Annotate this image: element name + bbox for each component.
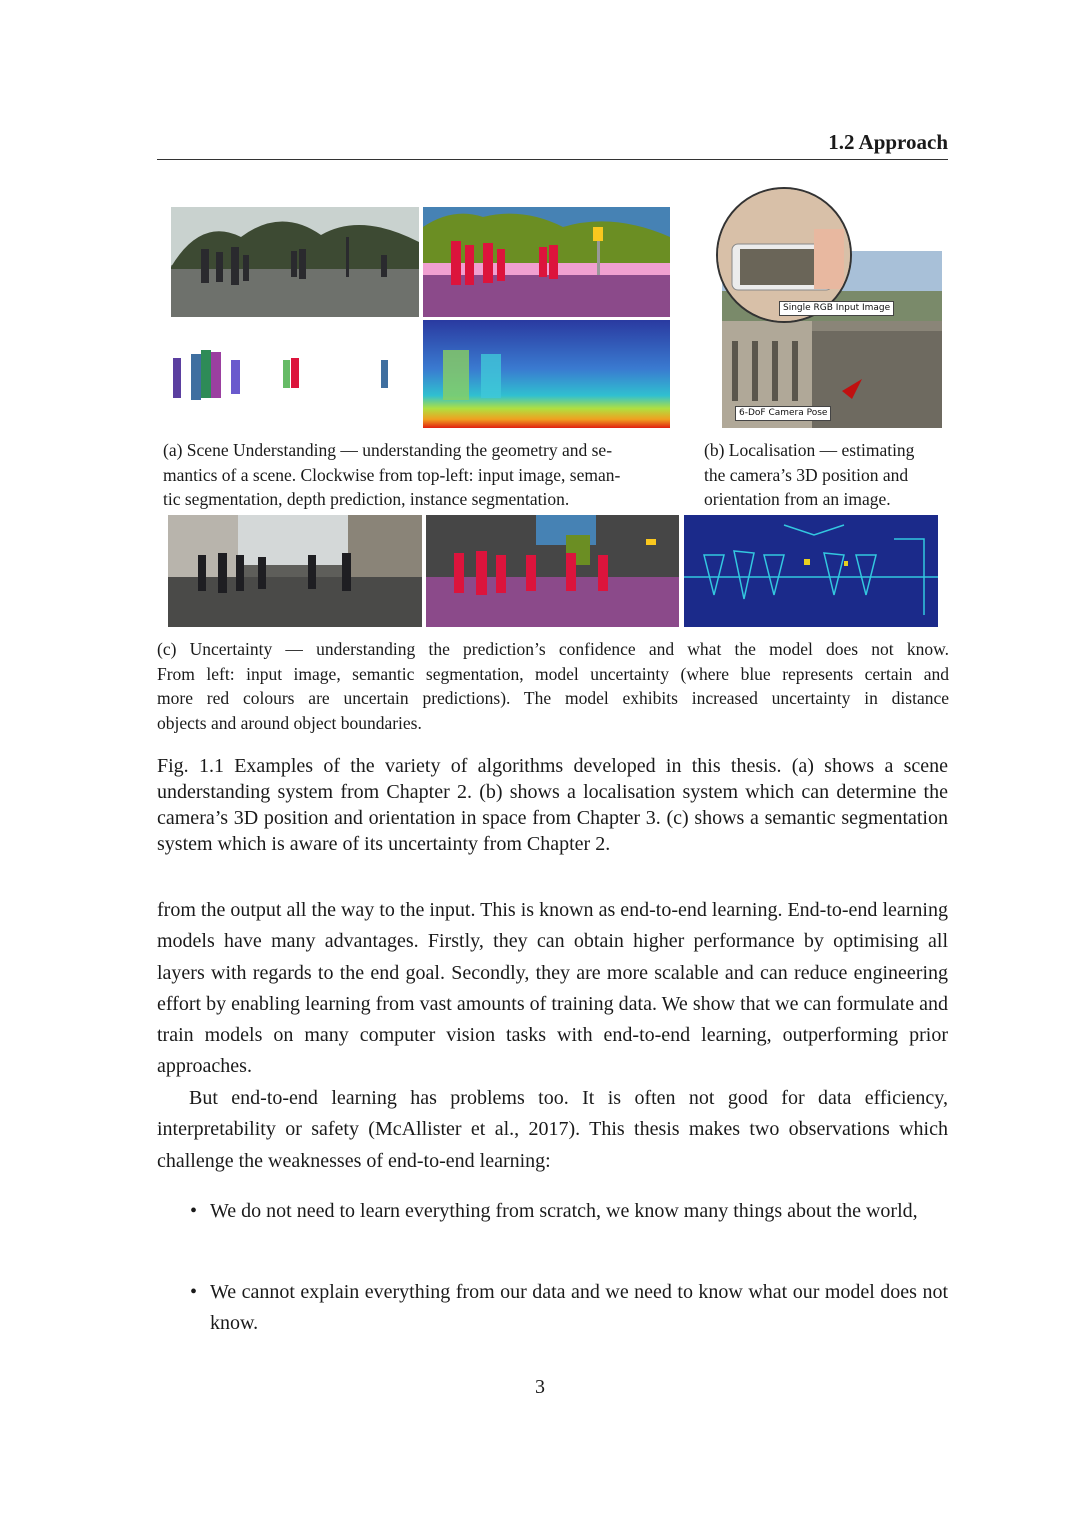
figure-caption: Fig. 1.1 Examples of the variety of algorithms developed in this thesis. (a) shows a scene understanding system from Chapter 2. (b) shows a localisation system which can determine the camera’s 3D position and orientation in space from Chapter 3. (c) shows a semantic segmentation system which is aware of its uncertainty from Chapter 2.: [157, 755, 948, 855]
bullet-icon: •: [190, 1281, 198, 1303]
uncertainty-semantic-segmentation: [426, 515, 679, 627]
bullet-text: We cannot explain everything from our data and we need to know what our model does not know.: [210, 1281, 948, 1335]
running-header: 1.2 Approach: [828, 130, 948, 154]
bullet-icon: •: [190, 1200, 198, 1222]
header-rule: [157, 159, 948, 160]
scene-semantic-segmentation: [423, 207, 670, 317]
scene-input-image: [171, 207, 419, 317]
bullet-item-1: [190, 1196, 948, 1227]
input-image-tag: Single RGB Input Image: [779, 301, 894, 316]
scene-depth-prediction: [423, 320, 670, 428]
uncertainty-map: [684, 515, 938, 627]
uncertainty-input-image: [168, 515, 422, 627]
camera-pose-tag: 6-DoF Camera Pose: [735, 406, 831, 421]
scene-instance-segmentation: [171, 320, 419, 428]
subcaption-a: (a) Scene Understanding — understanding the geometry and se- mantics of a scene. Clockwise from top-left: input image, seman- tic segmentation, depth prediction, instance segmentation.: [163, 440, 621, 509]
page-number: 3: [535, 1376, 545, 1398]
bullet-text: We do not need to learn everything from scratch, we know many things about the world,: [210, 1200, 918, 1222]
subcaption-b: (b) Localisation — estimating the camera’s 3D position and orientation from an image.: [704, 440, 915, 509]
subcaption-c: (c) Uncertainty — understanding the prediction’s confidence and what the model does not know. From left: input image, semantic segmentation, model uncertainty (where blue represents certain and more red colours are uncertain predictions). The model exhibits increased uncertainty in distance objects and around object boundaries.: [157, 639, 949, 733]
body-paragraph-1: from the output all the way to the input. This is known as end-to-end learning. End-to-end learning models have many advantages. Firstly, they can obtain higher performance by optimising all layers with regards to the end goal. Secondly, they are more scalable and can reduce engineering effort by enabling learning from vast amounts of training data. We show that we can formulate and train models on many computer vision tasks with end-to-end learning, outperforming prior approaches.: [157, 899, 948, 1078]
body-paragraph-2: But end-to-end learning has problems too. It is often not good for data efficiency, interpretability or safety (McAllister et al., 2017). This thesis makes two observations which challenge the weaknesses of end-to-end learning:: [157, 1087, 948, 1172]
bullet-item-2: [190, 1277, 948, 1340]
